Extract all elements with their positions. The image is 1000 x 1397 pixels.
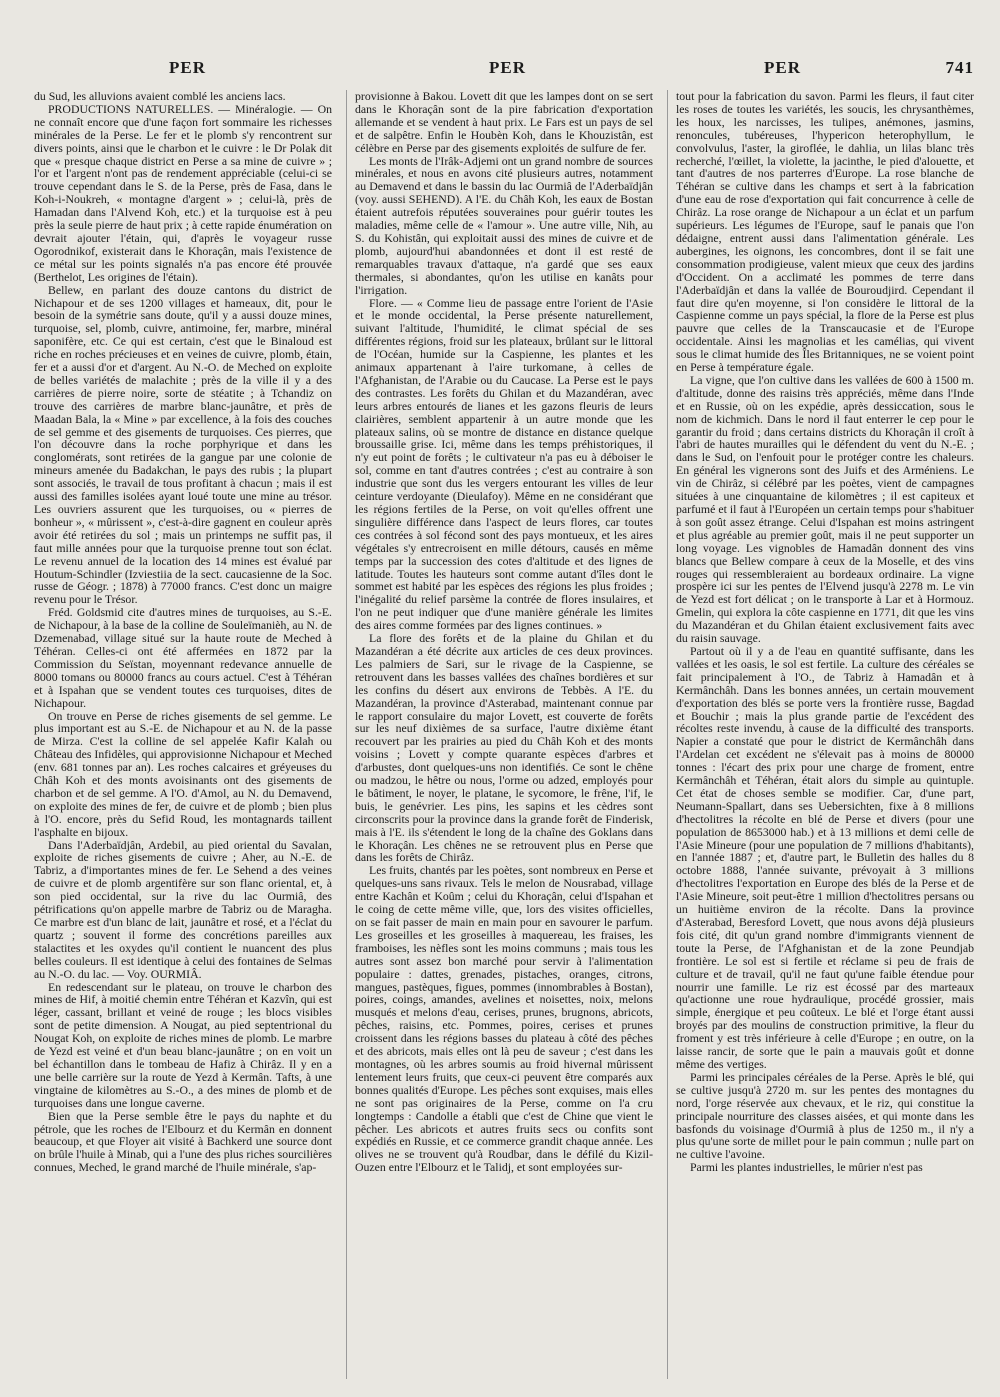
running-head-left: PER (169, 58, 206, 77)
running-head-center: PER (489, 58, 526, 77)
paragraph: Bien que la Perse semble être le pays du naphte et du pétrole, que les roches de l'Elbourz et du Kermân en donnent beaucoup, et que Floyer ait visité à Bachkerd une source dont on brûle l'huile à Minab, qui a l'une des plus riches sourcilières connues, Meched, le grand marché de l'huile minérale, s'ap- (34, 1108, 332, 1175)
column-middle (346, 90, 653, 1379)
paragraph: En redescendant sur le plateau, on trouve le charbon des mines de Hif, à moitié chemin entre Téhéran et Kazvîn, qui est léger, cassant, brillant et veiné de rouge ; les blocs visibles sont de petite dimension. A Nougat, au pied septentrional du Nougat Koh, on exploite de riches mines de plomb. Le marbre de Yezd est veiné et d'un beau blanc-jaunâtre ; on en voit un bel échantillon dans le tombeau de Hafiz à Chirâz. Il y en a une belle carrière sur la route de Yezd à Kermân. Tafts, à une vingtaine de kilomètres au S.-O., a des mines de plomb et de turquoises dans une longue caverne. (34, 979, 332, 1110)
paragraph: La flore des forêts et de la plaine du Ghilan et du Mazandéran a été décrite aux articles de ces deux provinces. Les palmiers de Sari, sur le rivage de la Caspienne, se retrouvent dans les basses vallées des chaînes bordières et sur les confins du désert aux environs de Tebbès. A l'E. du Mazandéran, la province d'Asterabad, maintenant connue par le rapport consulaire du major Lovett, est couverte de forêts sur les neuf dixièmes de sa surface, l'autre dixième étant recouvert par les prairies au pied du Châh Koh et des monts voisins ; Lovett y compte quarante espèces d'arbres et d'arbustes, dont quelques-uns non identifiés. Ce sont le chêne ou madzou, le hêtre ou nous, l'orme ou adzed, employés pour le bâtiment, le noyer, le platane, le sycomore, le frêne, l'if, le buis, le genévrier. Les pins, les sapins et les cèdres sont circonscrits pour la province dans la grande forêt de Finderisk, mais à l'E. ils s'étendent le long de la chaîne des Goklans dans le Khoraçân. Les chênes ne se retrouvent plus en Perse que dans les forêts de Chirâz. (355, 631, 653, 865)
paragraph: Fréd. Goldsmid cite d'autres mines de turquoises, au S.-E. de Nichapour, à la base de la colline de Souleïmanièh, au N. de Dzemenabad, village situé sur la haute route de Meched à Téhéran. Celles-ci ont été affermées en 1872 par la Commission du Seïstan, moyennant redevance annuelle de 8000 tomans ou 80000 francs au cours actuel. C'est à Téhéran et à Ispahan que se vendent toutes ces turquoises, dites de Nichapour. (34, 605, 332, 710)
paragraph: PRODUCTIONS NATURELLES. — Minéralogie. — On ne connaît encore que d'une façon fort sommaire les richesses minérales de la Perse. Le fer et le plomb s'y rencontrent sur divers points, ainsi que le charbon et le cuivre : le Dr Polak dit que « presque chaque district en Perse a sa mine de cuivre » ; l'or et l'argent n'ont pas de rendement appréciable (celui-ci se trouve cependant dans le S. de la Perse, près de Fasa, dans le Koh-i-Noukreh, « montagne d'argent » ; celui-là, près de Hamadan dans l'Alvend Koh, etc.) et la turquoise est à peu près la seule pierre de haut prix ; à cette rapide énumération on devrait ajouter l'étain, qui, d'après le voyageur russe Ogorodnikof, existerait dans le Khoraçân, mais l'existence de ce métal sur les points signalés n'a pas encore été prouvée (Berthelot, Les origines de l'étain). (34, 101, 332, 284)
running-head (34, 58, 974, 82)
page-number: 741 (945, 58, 974, 77)
running-head-right: PER (764, 58, 801, 77)
paragraph: provisionne à Bakou. Lovett dit que les lampes dont on se sert dans le Khoraçân sont de la pire fabrication d'exportation allemande et se vendent à haut prix. Le Fars est un pays de sel et de salpêtre. Enfin le Houbèn Koh, dans le Khouzistân, est célèbre en Perse par des gisements exploités de sulfure de fer. (355, 90, 653, 155)
text-columns (34, 90, 974, 1379)
paragraph: Les monts de l'Irâk-Adjemi ont un grand nombre de sources minérales, et nous en avons cité plusieurs autres, notamment au Demavend et dans le bassin du lac Ourmiâ de l'Aderbaïdjân (voy. aussi SEHEND). A l'E. du Châh Koh, les eaux de Bostan étaient autrefois réputées souveraines pour guérir toutes les maladies, même celle de « l'amour ». Une autre ville, Nih, au S. du Kohistân, qui exploitait aussi des mines de cuivre et de plomb, aujourd'hui abandonnées et dont il est resté de remarquables travaux d'attaque, n'a gardé que ses eaux thermales, si abondantes, qu'on les utilise en kanâts pour l'irrigation. (355, 153, 653, 297)
column-left (34, 90, 332, 1379)
paragraph: Partout où il y a de l'eau en quantité suffisante, dans les vallées et les oasis, le sol est fertile. La culture des céréales se fait principalement à l'O., de Tabriz à Hamadân et à Kermânchâh. Dans les bonnes années, un certain mouvement d'exportation des blés se porte vers la frontière russe, Bagdad et Bouchir ; mais la plus grande partie de l'excédent des récoltes reste invendu, à cause de la difficulté des transports. Napier a constaté que pour le district de Kermânchâh dans l'Ardelan cet excédent ne s'élevait pas à moins de 80000 tonnes : l'écart des prix pour une charge de froment, entre Kermânchâh et Téhéran, était alors du simple au quintuple. Cet état de choses semble se modifier. Car, d'une part, Neumann-Spallart, dans ses Uebersichten, fixe à 8 millions d'hectolitres la récolte en blé de Perse et divers (pour une population de 8653000 hab.) et à 13 millions et demi celle de l'Asie Mineure (pour une population de 7 millions d'habitants), en l'année 1887 ; et, d'autre part, le Bulletin des halles du 8 octobre 1888, l'année suivante, prévoyait à 3 millions d'hectolitres l'exportation en Europe des blés de la Perse et de l'Asie Mineure, soit peut-être 1 million d'hectolitres persans ou un huitième environ de la récolte. Dans la province d'Asterabad, Beresford Lovett, que nous avons déjà plusieurs fois cité, dit qu'un grand nombre d'immigrants viennent de toute la Perse, de l'Afghanistan et de la zone Peundjab frontière. Le sol est si fertile et réclame si peu de frais de culture et de travail, qu'il ne faut qu'une faible étendue pour nourrir une famille. Le riz est écossé par des marteaux qu'actionne une roue hydraulique, procédé grossier, mais simple, énergique et peu coûteux. Le blé et l'orge étant aussi broyés par des moulins de construction primitive, la fleur du froment y est très inférieure à celle d'Europe ; en outre, on la laisse rancir, de sorte que le pain a mauvais goût et donne même des vertiges. (676, 643, 974, 1071)
paragraph: Dans l'Aderbaïdjân, Ardebil, au pied oriental du Savalan, exploite de riches gisements de cuivre ; Aher, au N.-E. de Tabriz, a d'importantes mines de fer. Le Sehend a des veines de cuivre et de plomb argentifère sur son flanc oriental, et, à son pied occidental, sur la rive du lac Ourmiâ, des pétrifications qu'on appelle marbre de Tabriz ou de Maragha. Ce marbre est d'un blanc de lait, jaunâtre et rosé, et a l'éclat du quartz ; souvent il forme des concrétions pareilles aux stalactites et les oxydes qu'il contient le nuancent des plus belles couleurs. Il est identique à celui des fontaines de Selmas au N.-O. du lac. — Voy. OURMIÂ. (34, 837, 332, 981)
paragraph: Parmi les plantes industrielles, le mûrier n'est pas (690, 1160, 923, 1175)
paragraph: Flore. — « Comme lieu de passage entre l'orient de l'Asie et le monde occidental, la Perse présente naturellement, suivant l'altitude, l'humidité, le climat spécial de ses différentes régions, froid sur les plateaux, brûlant sur le littoral de l'Océan, humide sur la Caspienne, les plantes et les animaux appartenant à l'aire turkomane, à celles de l'Afghanistan, de l'Arabie ou du Caucase. La Perse est le pays des contrastes. Les forêts du Ghilan et du Mazandéran, avec leurs arbres entourés de lianes et les gazons fleuris de leurs clairières, semblent appartenir à un autre monde que les plateaux salins, où se montre de distance en distance quelque broussaille grise. Ici, même dans les temps préhistoriques, il n'y eut point de forêts ; le cultivateur n'a pas eu à déboiser le sol, comme en tant d'autres contrées ; c'est au contraire à son industrie que sont dus les vergers entourant les villes de leur ceinture verdoyante (Dieulafoy). Même en ne considérant que les régions fertiles de la Perse, on voit qu'elles offrent une singulière différence dans l'aspect de leurs flores, car toutes ces contrées à sol fécond sont des pays montueux, et les aires végétales s'y entrecroisent en mille détours, causés en même temps par la succession des cotes d'altitude et des lignes de latitude. Toutes les hauteurs sont comme autant d'îles dont le sommet est habité par les espèces des régions les plus froides ; l'inégalité du relief parsème la contrée de flores insulaires, et l'on ne peut indiquer que d'une manière générale les limites des aires comme formées par des lignes continues. » (355, 295, 653, 633)
paragraph: du Sud, les alluvions avaient comblé les anciens lacs. (34, 90, 286, 103)
paragraph: Les fruits, chantés par les poètes, sont nombreux en Perse et quelques-uns sans rivaux. Tels le melon de Nousrabad, village entre Kachân et Koûm ; celui du Khoraçân, celui d'Ispahan et le coing de cette même ville, que, lors des visites officielles, on se fait passer de main en main pour en savourer le parfum. Les groseilles et les groseilles à maquereau, les fraises, les framboises, les nèfles sont les moins communs ; mais tous les autres sont assez bon marché pour servir à l'alimentation populaire : dattes, grenades, pistaches, oranges, citrons, mangues, pastèques, figues, pommes (innombrables à Bostan), poires, coings, amandes, avelines et noisettes, noix, melons musqués et melons d'eau, cerises, prunes, brugnons, abricots, pêches, raisins, etc. Pommes, poires, cerises et prunes croissent dans les régions basses du plateau à côté des pêches et des abricots, mais elles ont là peu de saveur ; c'est dans les montagnes, où les arbres soumis au froid hivernal mûrissent lentement leurs fruits, que ceux-ci peuvent être comparés aux bonnes qualités d'Europe. Les pêches sont exquises, mais elles ne sont pas originaires de la Perse, comme on l'a cru longtemps : Candolle a établi que c'est de Chine que vient le pêcher. Les abricots et autres fruits secs ou confits sont expédiés en Russie, et ce commerce grandit chaque année. Les olives ne se trouvent qu'à Roudbar, dans le défilé du Kizil-Ouzen entre l'Elbourz et le Talidj, et sont employées sur- (355, 863, 653, 1175)
paragraph: Bellew, en parlant des douze cantons du district de Nichapour et de ses 1200 villages et hameaux, dit, pour le besoin de la symétrie sans doute, qu'il y a aussi douze mines, turquoise, sel, plomb, cuivre, antimoine, fer, marbre, minéral saponifère, etc. Ce qui est certain, c'est que le Binaloud est riche en roches précieuses et en veines de cuivre, plomb, étain, fer et a aussi d'or et d'argent. Au N.-O. de Meched on exploite de belles variétés de malachite ; près de la ville il y a des carrières de pierre noire, sorte de stéatite ; à Tchandiz on trouve des carrières de marbre blanc-jaunâtre, et près de Maadan Bala, la « Mine » par excellence, à la fois des couches de sel gemme et des gisements de turquoises. Ces pierres, que l'on découvre dans la roche porphyrique et dans les conglomérats, sont retirées de la gangue par une colonie de mineurs amenée du Badakchan, le pays des rubis ; la plupart sont associés, le travail de tous profitant à chacun ; mais il est aussi des familles isolées ayant loué toute une mine au trésor. Les ouvriers assurent que les turquoises, ou « pierres de bonheur », « mûrissent », c'est-à-dire gagnent en couleur après avoir été retirées du sol ; mais un printemps ne suffit pas, il faut mille années pour que la turquoise prenne tout son éclat. Le revenu annuel de la location des 14 mines est évalué par Houtum-Schindler (Izviestiia de la sect. caucasienne de la Soc. russe de Géogr. ; 1878) à 77000 francs. C'est donc un maigre revenu pour le Trésor. (34, 282, 332, 607)
paragraph: tout pour la fabrication du savon. Parmi les fleurs, il faut citer les roses de toutes les variétés, les soucis, les chrysanthèmes, les houx, les narcisses, les tulipes, anémones, jasmins, renoncules, tubéreuses, l'hypericon heterophyllum, le convolvulus, l'aster, la giroflée, le dahlia, un lilas blanc très recherché, l'œillet, la violette, la jacinthe, le pied d'alouette, et tant d'autres de nos parterres d'Europe. La rose blanche de Téhéran se cultive dans les champs et sert à la fabrication d'une eau de rose d'exportation qui fait concurrence à celle de Chirâz. La rose orange de Nichapour a un éclat et un parfum supérieurs. Les légumes de l'Europe, sauf le panais que l'on dédaigne, entrent aussi dans l'alimentation générale. Les aubergines, les oignons, les concombres, dont il se fait une consommation prodigieuse, valent mieux que ceux des jardins d'Occident. On a acclimaté les pommes de terre dans l'Aderbaïdjân et dans la vallée de Bouroudjird. Cependant il faut dire qu'en moyenne, si l'on considère le littoral de la Caspienne comme un pays spécial, la flore de la Perse est plus pauvre que celles de la Transcaucasie et de l'Europe occidentale. Ainsi les magnolias et les camélias, qui vivent sous le climat humide des Îles Britanniques, ne se voient point en Perse à température égale. (676, 90, 974, 375)
paragraph: On trouve en Perse de riches gisements de sel gemme. Le plus important est au S.-E. de Nichapour et au N. de la passe de Mirza. C'est la colline de sel appelée Kafir Kalah ou Château des Infidèles, qui approvisionne Nichapour et Meched (env. 681 tonnes par an). Les roches calcaires et gréyeuses du Châh Koh et des monts avoisinants ont des gisements de charbon et de sel gemme. A l'O. d'Amol, au N. du Demavend, on exploite des mines de fer, de cuivre et de plomb ; bien plus à l'O. encore, près du Sefid Roud, les montagnards taillent l'asphalte en bijoux. (34, 708, 332, 839)
column-right (667, 90, 974, 1379)
paragraph: Parmi les principales céréales de la Perse. Après le blé, qui se cultive jusqu'à 2720 m. sur les pentes des montagnes du nord, l'orge réservée aux chevaux, et le riz, qui constitue la principale nourriture des classes aisées, et qui monte dans les basfonds du voisinage d'Ourmiâ à plus de 1250 m., il n'y a plus qu'une sorte de millet pour le pain commun ; nulle part on ne cultive l'avoine. (676, 1069, 974, 1162)
paragraph: La vigne, que l'on cultive dans les vallées de 600 à 1500 m. d'altitude, donne des raisins très appréciés, même dans l'Inde et en Russie, où on les expédie, après dessiccation, sous le nom de kichmich. Dans le nord il faut enterrer le cep pour le garantir du froid ; dans certains districts du Khoraçân il croît à l'abri de hautes murailles qui le défendent du vent du N.-E. ; dans le Sud, on l'enfouit pour le protéger contre les chaleurs. En général les vignerons sont des Juifs et des Arméniens. Le vin de Chirâz, si célébré par les poètes, vient de campagnes situées à une cinquantaine de kilomètres ; il est capiteux et parfumé et il faut à l'Européen un certain temps pour s'habituer à son goût assez étrange. Celui d'Ispahan est moins astringent et plus agréable au premier goût, mais il ne peut supporter un long voyage. Les vignobles de Hamadân donnent des vins blancs que Bellew compare à ceux de la Moselle, et des vins rouges qui ressembleraient au bordeaux ordinaire. La vigne prospère ici sur les pentes de l'Elvend jusqu'à 2278 m. Le vin de Yezd est fort délicat ; on le transporte à Lar et à Hormouz. Gmelin, qui explora la côte caspienne en 1771, dit que les vins du Mazandéran et du Ghilan étaient exclusivement faits avec du raisin sauvage. (676, 372, 974, 646)
